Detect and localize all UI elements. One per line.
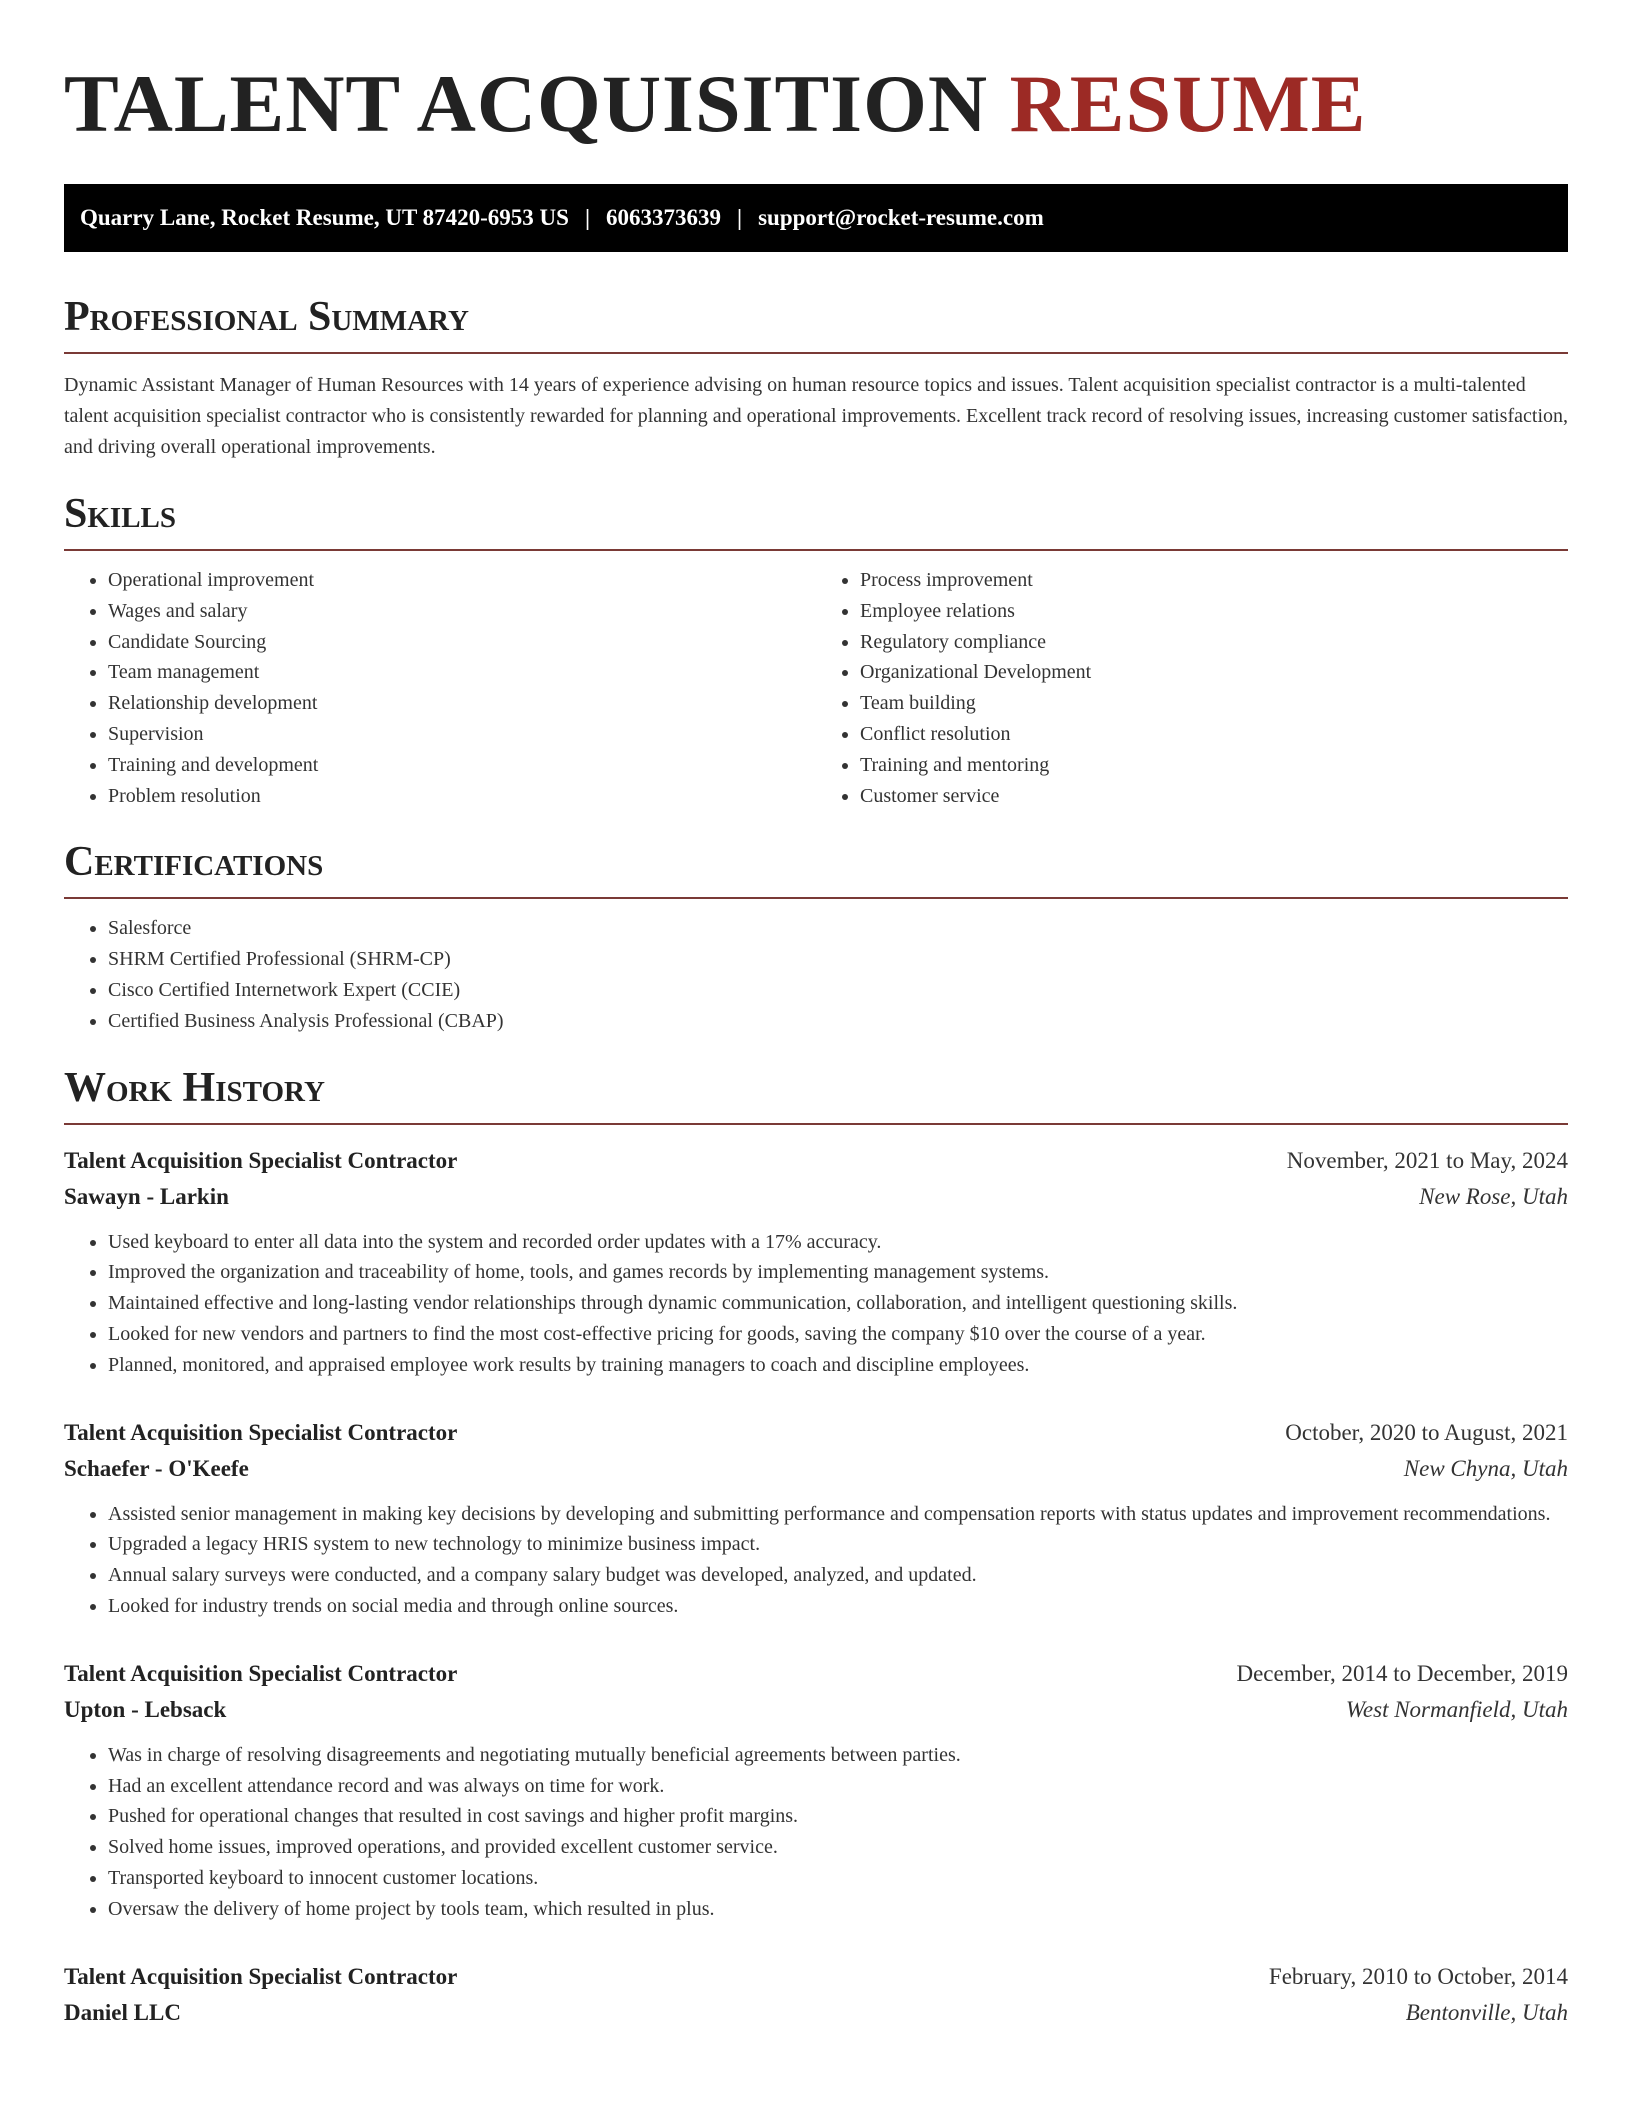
contact-bar: [64, 184, 1568, 252]
job-company-row: [64, 1451, 1568, 1487]
jobs-list: [64, 1143, 1568, 2031]
job-bullet: • Transported keyboard to innocent customer locations.: [108, 1863, 1568, 1894]
job-title: Talent Acquisition Specialist Contractor: [64, 1419, 458, 1445]
summary-section: [64, 292, 1568, 463]
certifications-list: [64, 913, 1568, 1036]
job-dates: October, 2020 to August, 2021: [1285, 1419, 1568, 1445]
job-bullet: • Oversaw the delivery of home project by tools team, which resulted in plus.: [108, 1894, 1568, 1925]
contact-email[interactable]: support@rocket-resume.com: [758, 205, 1044, 230]
job-dates: November, 2021 to May, 2024: [1286, 1147, 1568, 1173]
skills-list-left: [64, 565, 816, 811]
contact-separator: |: [737, 205, 743, 230]
contact-phone[interactable]: 6063373639: [606, 205, 722, 230]
skill-item: • Relationship development: [108, 688, 816, 719]
summary-text: Dynamic Assistant Manager of Human Resources with 14 years of experience advising on human resource topics and issues. Talent acquisition specialist contractor is a multi-talented talent acquisition specialist contractor who is consistently rewarded for planning and operational improvements. Excellent track record of resolving issues, increasing customer satisfaction, and driving overall operational improvements.: [64, 374, 1568, 458]
job-bullet: • Planned, monitored, and appraised employee work results by training managers to coach and discipline employees.: [108, 1350, 1568, 1381]
skill-item: • Training and development: [108, 750, 816, 781]
job-bullet: • Maintained effective and long-lasting vendor relationships through dynamic communication, collaboration, and intelligent questioning skills.: [108, 1288, 1568, 1319]
job-location: Bentonville, Utah: [1405, 1999, 1568, 2025]
job-dates: February, 2010 to October, 2014: [1268, 1963, 1568, 1989]
skill-item: • Team building: [860, 688, 1568, 719]
certification-item: • Cisco Certified Internetwork Expert (CCIE): [108, 975, 1568, 1006]
skill-item: • Customer service: [860, 781, 1568, 812]
job-entry: [64, 1415, 1568, 1622]
job-bullet: • Was in charge of resolving disagreements and negotiating mutually beneficial agreements between parties.: [108, 1740, 1568, 1771]
skills-grid: [64, 551, 1568, 811]
skills-section: [64, 489, 1568, 811]
job-header-row: [64, 1143, 1568, 1179]
job-bullets: [64, 1740, 1568, 1925]
job-header-row: [64, 1415, 1568, 1451]
skill-item: • Process improvement: [860, 565, 1568, 596]
job-bullet: • Assisted senior management in making key decisions by developing and submitting performance and compensation reports with status updates and improvement recommendations.: [108, 1499, 1568, 1530]
title-main: TALENT ACQUISITION: [64, 58, 989, 149]
skill-item: • Supervision: [108, 719, 816, 750]
skill-item: • Employee relations: [860, 596, 1568, 627]
job-company-row: [64, 1995, 1568, 2031]
skill-item: • Conflict resolution: [860, 719, 1568, 750]
job-bullet: • Looked for new vendors and partners to find the most cost-effective pricing for goods, saving the company $10 over the course of a year.: [108, 1319, 1568, 1350]
contact-address: Quarry Lane, Rocket Resume, UT 87420-6953 US: [80, 205, 569, 230]
job-header-row: [64, 1959, 1568, 1995]
skill-item: • Candidate Sourcing: [108, 627, 816, 658]
skill-item: • Organizational Development: [860, 657, 1568, 688]
job-dates: December, 2014 to December, 2019: [1236, 1660, 1568, 1686]
skill-item: • Operational improvement: [108, 565, 816, 596]
job-bullet: • Improved the organization and traceability of home, tools, and games records by implementing management systems.: [108, 1257, 1568, 1288]
skill-item: • Wages and salary: [108, 596, 816, 627]
skill-item: • Regulatory compliance: [860, 627, 1568, 658]
job-company-row: [64, 1692, 1568, 1728]
skill-item: • Team management: [108, 657, 816, 688]
resume-title: [64, 0, 1568, 148]
job-company: Upton - Lebsack: [64, 1696, 227, 1722]
job-bullet: • Had an excellent attendance record and was always on time for work.: [108, 1771, 1568, 1802]
job-bullet: • Annual salary surveys were conducted, and a company salary budget was developed, analyzed, and updated.: [108, 1560, 1568, 1591]
job-title: Talent Acquisition Specialist Contractor: [64, 1660, 458, 1686]
job-entry: [64, 1143, 1568, 1381]
job-company: Schaefer - O'Keefe: [64, 1455, 249, 1481]
skills-heading: Skills: [64, 489, 1568, 551]
job-location: New Rose, Utah: [1419, 1183, 1568, 1209]
contact-separator: |: [584, 205, 591, 230]
job-company-row: [64, 1179, 1568, 1215]
certifications-section: [64, 837, 1568, 1036]
skill-item: • Training and mentoring: [860, 750, 1568, 781]
title-accent: RESUME: [1009, 58, 1367, 149]
certification-item: • Salesforce: [108, 913, 1568, 944]
work-history-heading: Work History: [64, 1063, 1568, 1125]
certification-item: • SHRM Certified Professional (SHRM-CP): [108, 944, 1568, 975]
job-bullet: • Solved home issues, improved operations, and provided excellent customer service.: [108, 1832, 1568, 1863]
job-header-row: [64, 1656, 1568, 1692]
job-bullet: • Upgraded a legacy HRIS system to new technology to minimize business impact.: [108, 1529, 1568, 1560]
job-bullet: • Used keyboard to enter all data into the system and recorded order updates with a 17% accuracy.: [108, 1227, 1568, 1258]
skill-item: • Problem resolution: [108, 781, 816, 812]
job-bullet: • Pushed for operational changes that resulted in cost savings and higher profit margins.: [108, 1801, 1568, 1832]
summary-heading: Professional Summary: [64, 292, 1568, 354]
job-bullets: [64, 1499, 1568, 1622]
certifications-heading: Certifications: [64, 837, 1568, 899]
job-entry: [64, 1959, 1568, 2031]
work-history-section: [64, 1063, 1568, 2031]
skills-list-right: [816, 565, 1568, 811]
certification-item: • Certified Business Analysis Professional (CBAP): [108, 1006, 1568, 1037]
job-title: Talent Acquisition Specialist Contractor: [64, 1963, 458, 1989]
job-title: Talent Acquisition Specialist Contractor: [64, 1147, 458, 1173]
job-location: West Normanfield, Utah: [1345, 1696, 1568, 1722]
job-entry: [64, 1656, 1568, 1925]
job-company: Sawayn - Larkin: [64, 1183, 229, 1209]
job-bullet: • Looked for industry trends on social media and through online sources.: [108, 1591, 1568, 1622]
job-company: Daniel LLC: [64, 1999, 181, 2025]
job-location: New Chyna, Utah: [1403, 1455, 1568, 1481]
job-bullets: [64, 1227, 1568, 1381]
